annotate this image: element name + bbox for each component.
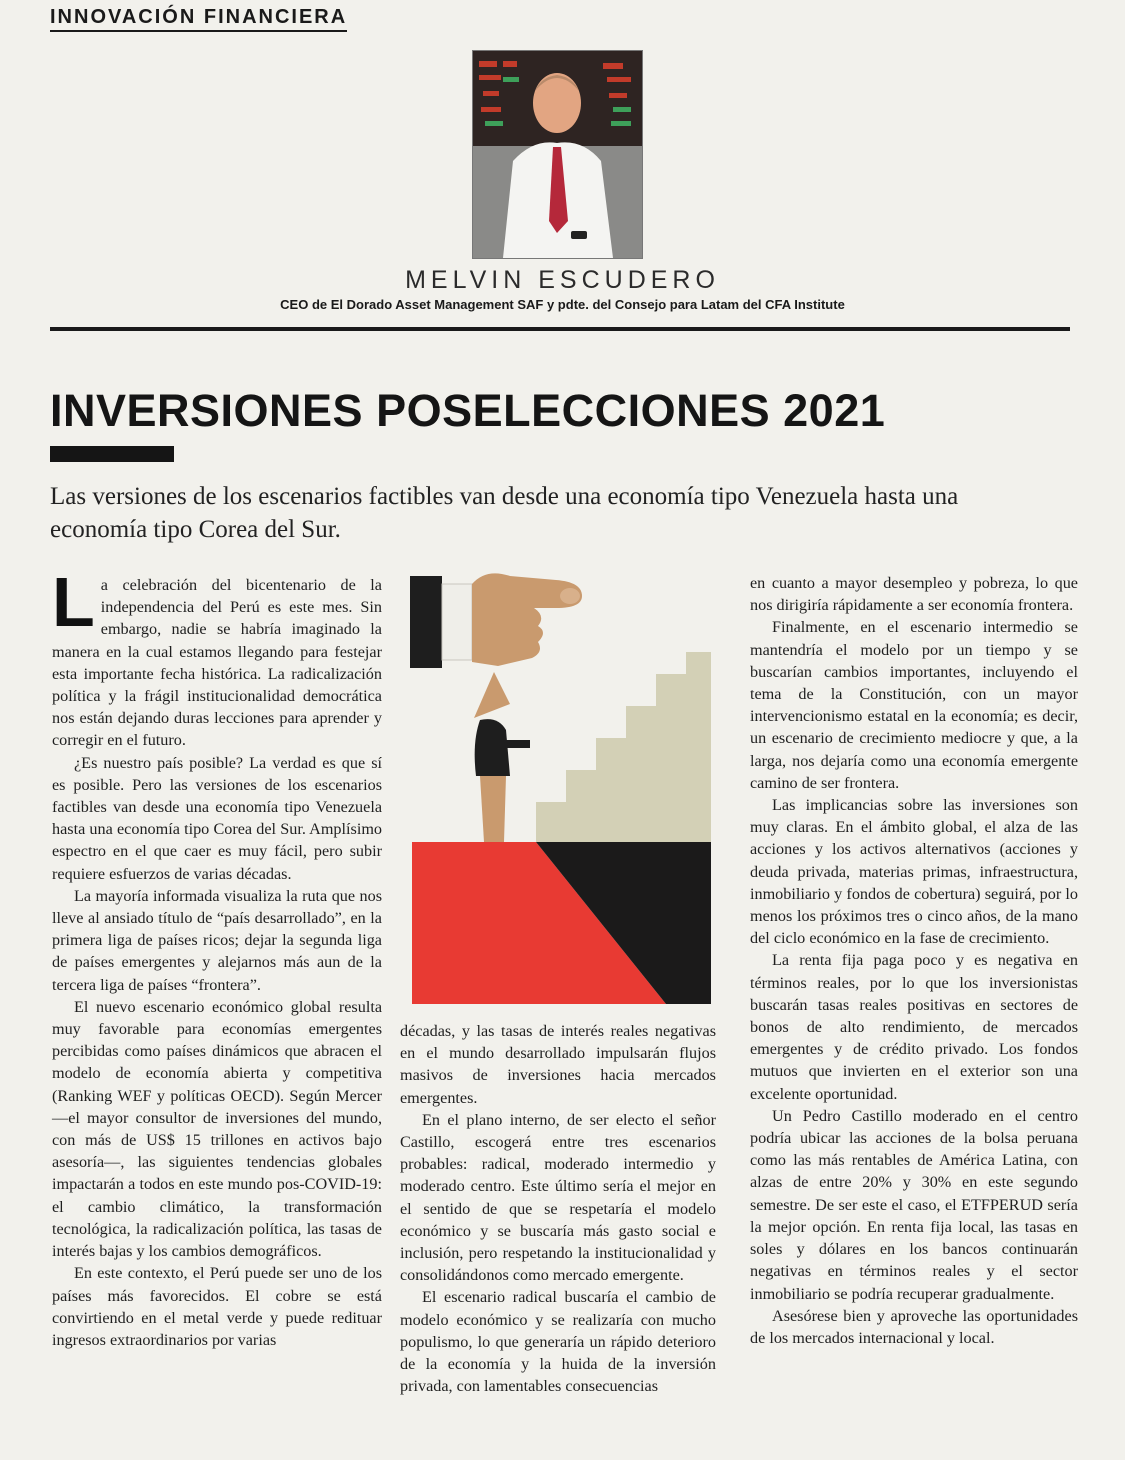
section-label: INNOVACIÓN FINANCIERA [50, 6, 347, 32]
paragraph: La mayoría informada visualiza la ruta que nos lleve al ansiado título de “país desarrollado”, en la primera liga de países ricos; dejar la segunda liga de países emergentes y alejarnos más aun de la tercera liga de países “frontera”. [52, 886, 382, 994]
paragraph: En el plano interno, de ser electo el señor Castillo, escogerá entre tres escenarios probables: radical, moderado intermedio y moderado centro. Este último sería el mejor en el sentido de que se respetaría el modelo económico y se buscaría más gasto social e inclusión, pero respetando la institucionalidad y consolidándonos como mercado emergente. [400, 1110, 716, 1285]
paragraph: La renta fija paga poco y es negativa en términos reales, por lo que los inversionistas buscarán tasas reales positivas en sectores de bonos de alto rendimiento, de mercados emergentes y de crédito privado. Los fondos mutuos que invierten en el exterior son una excelente oportunidad. [750, 951, 1078, 1103]
paragraph: El nuevo escenario económico global resulta muy favorable para economías emergentes percibidas como países dinámicos que abracen el modelo de economía abierta y competitiva (Ranking WEF y políticas OECD). Según Mercer —el mayor consultor de inversiones del mundo, con más de US$ 15 trillones en activos bajo asesoría—, las siguientes tendencias globales impactarán a todos en este mundo pos-COVID-19: el cambio climático, la transformación tecnológica, la radicalización política, las tasas de interés bajas y los cambios demográficos. [52, 997, 382, 1261]
paragraph: Un Pedro Castillo moderado en el centro podría ubicar las acciones de la bolsa peruana como las más rentables de América Latina, con alzas de entre 20% y 30% en este segundo semestre. De ser este el caso, el ETFPERUD sería la mejor opción. En renta fija local, las tasas en soles y dólares en los bancos continuarán negativas en términos reales y el sector inmobiliario se podría recuperar gradualmente. [750, 1106, 1078, 1303]
illustration [406, 570, 716, 1006]
deck: Las versiones de los escenarios factibles van desde una economía tipo Venezuela hasta una economía tipo Corea del Sur. [50, 483, 959, 543]
paragraph-text: a celebración del bicentenario de la independencia del Perú es este mes. Sin embargo, nadie se habría imaginado la manera en la cual estamos llegando para festejar esta importante fecha histórica. La radicalización política y la frágil institucionalidad democrática nos están dejando duras lecciones para aprender y corregir en el futuro. [52, 576, 382, 750]
paragraph: En este contexto, el Perú puede ser uno de los países más favorecidos. El cobre se está convirtiendo en el metal verde y puede redituar ingresos extraordinarios por varias [52, 1264, 382, 1349]
author-name: MELVIN ESCUDERO [405, 266, 720, 294]
paragraph: Las implicancias sobre las inversiones son muy claras. En el ámbito global, el alza de las acciones y los activos alternativos (acciones y deuda privada, materias primas, infraestructura, inmobiliario y fondos de cobertura) seguirá, por lo menos los próximos tres o cinco años, de la mano del ciclo económico en la fase de crecimiento. [750, 796, 1078, 948]
author-photo [472, 50, 643, 259]
column-3 [750, 572, 1078, 1349]
headline-bar [50, 446, 174, 462]
paragraph: en cuanto a mayor desempleo y pobreza, lo que nos dirigiría rápidamente a ser economía frontera. [750, 574, 1078, 615]
header-rule [50, 327, 1070, 331]
paragraph: ¿Es nuestro país posible? La verdad es que sí es posible. Pero las versiones de los escenarios factibles van desde una economía tipo Venezuela hasta una economía tipo Corea del Sur. Amplísimo espectro en el que caer es muy fácil, pero subir requiere esfuerzos de varias décadas. [52, 753, 382, 883]
paragraph [52, 563, 382, 752]
paragraph: El escenario radical buscaría el cambio de modelo económico y se realizaría con mucho populismo, lo que generaría un rápido deterioro de la economía y la huida de la inversión privada, con lamentables consecuencias [400, 1288, 716, 1396]
dropcap: L [52, 563, 95, 641]
paragraph: Finalmente, en el escenario intermedio se mantendría el modelo por un tiempo y se buscarían cambios importantes, incluyendo el tema de la Constitución, con un mayor intervencionismo estatal en la economía; es decir, un escenario de crecimiento mediocre y que, a la larga, nos dejaría como una economía emergente camino de ser frontera. [750, 618, 1078, 792]
author-role: CEO de El Dorado Asset Management SAF y pdte. del Consejo para Latam del CFA Institute [280, 297, 845, 312]
column-2 [400, 1020, 716, 1397]
headline: INVERSIONES POSELECCIONES 2021 [50, 385, 886, 436]
paragraph: Asesórese bien y aproveche las oportunidades de los mercados internacional y local. [750, 1306, 1078, 1347]
column-1 [52, 563, 382, 1351]
paragraph: décadas, y las tasas de interés reales negativas en el mundo desarrollado impulsarán flujos masivos de inversiones hacia mercados emergentes. [400, 1022, 716, 1107]
